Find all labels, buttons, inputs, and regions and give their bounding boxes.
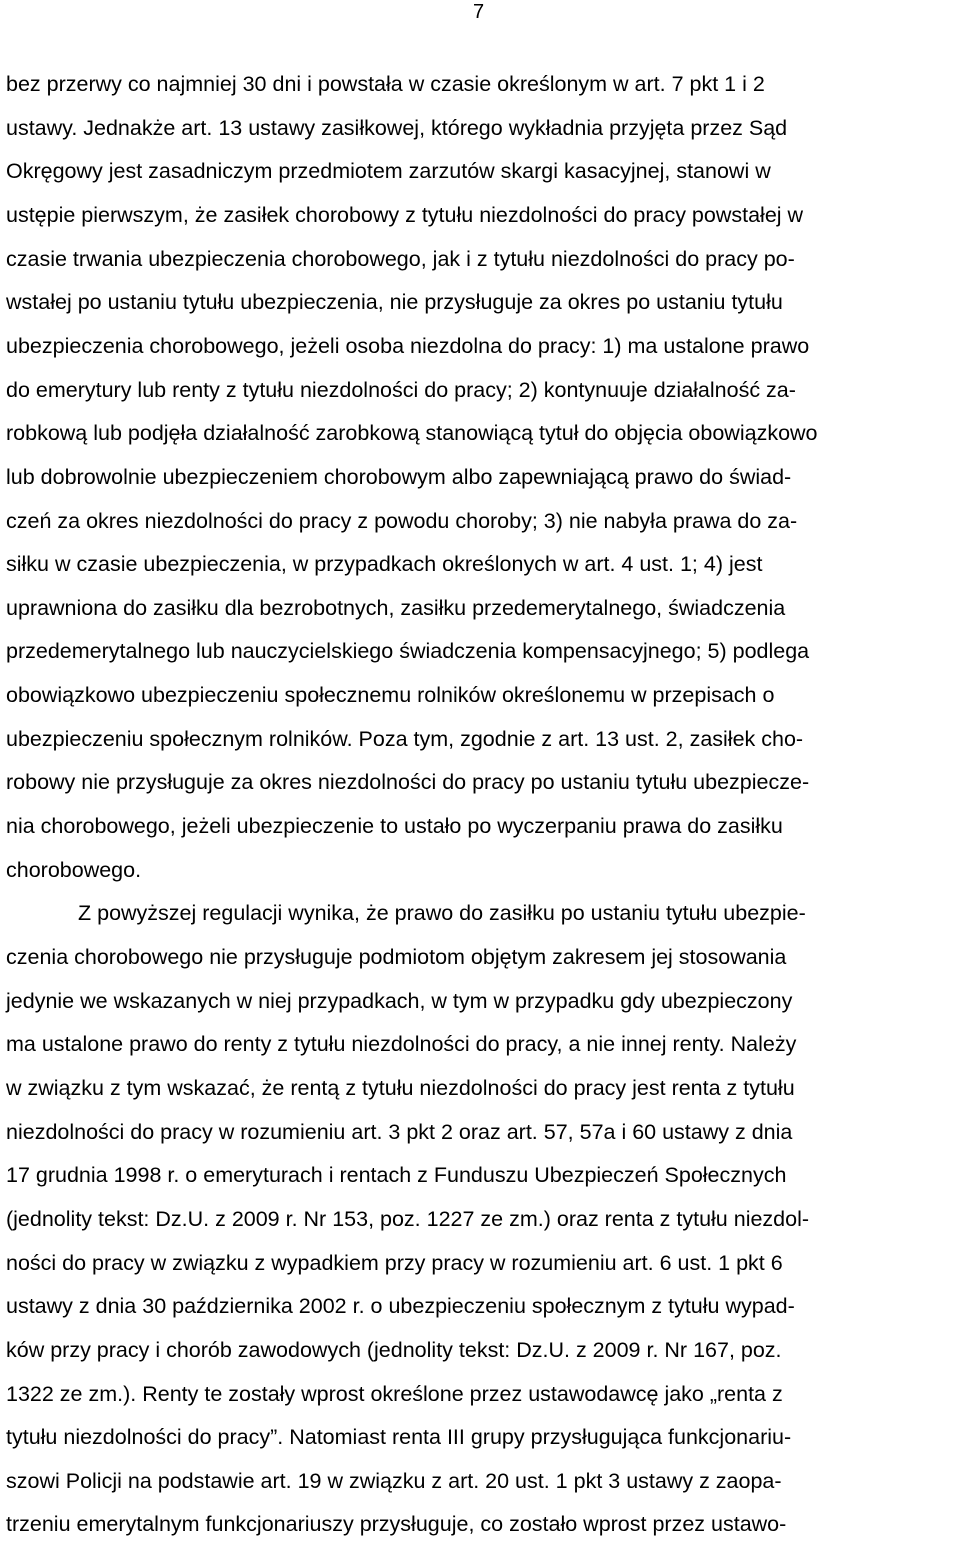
text-line: ubezpieczeniu społecznym rolników. Poza tym, zgodnie z art. 13 ust. 2, zasiłek cho- xyxy=(6,727,804,751)
text-line: Okręgowy jest zasadniczym przedmiotem zarzutów skargi kasacyjnej, stanowi w xyxy=(6,159,771,183)
text-line: trzeniu emerytalnym funkcjonariuszy przysługuje, co zostało wprost przez ustawo- xyxy=(6,1512,787,1536)
text-line: czasie trwania ubezpieczenia chorobowego, jak i z tytułu niezdolności do pracy po- xyxy=(6,247,795,271)
text-line: ubezpieczenia chorobowego, jeżeli osoba niezdolna do pracy: 1) ma ustalone prawo xyxy=(6,334,810,358)
text-line: do emerytury lub renty z tytułu niezdolności do pracy; 2) kontynuuje działalność za- xyxy=(6,378,796,402)
page-number: 7 xyxy=(473,1,485,23)
text-line: czenia chorobowego nie przysługuje podmiotom objętym zakresem jej stosowania xyxy=(6,945,787,969)
text-line: wstałej po ustaniu tytułu ubezpieczenia, nie przysługuje za okres po ustaniu tytułu xyxy=(6,290,783,314)
text-line: robowy nie przysługuje za okres niezdolności do pracy po ustaniu tytułu ubezpiecze- xyxy=(6,770,810,794)
text-line: Z powyższej regulacji wynika, że prawo do zasiłku po ustaniu tytułu ubezpie- xyxy=(78,901,806,925)
text-line: lub dobrowolnie ubezpieczeniem chorobowym albo zapewniającą prawo do świad- xyxy=(6,465,792,489)
text-line: (jednolity tekst: Dz.U. z 2009 r. Nr 153, poz. 1227 ze zm.) oraz renta z tytułu niezdol- xyxy=(6,1207,810,1231)
text-line: ustawy z dnia 30 października 2002 r. o ubezpieczeniu społecznym z tytułu wypad- xyxy=(6,1294,795,1318)
text-line: jedynie we wskazanych w niej przypadkach, w tym w przypadku gdy ubezpieczony xyxy=(6,989,793,1013)
text-line: chorobowego. xyxy=(6,858,142,882)
text-line: niezdolności do pracy w rozumieniu art. 3 pkt 2 oraz art. 57, 57a i 60 ustawy z dnia xyxy=(6,1120,793,1144)
text-line: obowiązkowo ubezpieczeniu społecznemu rolników określonemu w przepisach o xyxy=(6,683,775,707)
text-line: czeń za okres niezdolności do pracy z powodu choroby; 3) nie nabyła prawa do za- xyxy=(6,509,798,533)
text-line: bez przerwy co najmniej 30 dni i powstała w czasie określonym w art. 7 pkt 1 i 2 xyxy=(6,72,765,96)
text-line: szowi Policji na podstawie art. 19 w związku z art. 20 ust. 1 pkt 3 ustawy z zaopa- xyxy=(6,1469,782,1493)
text-line: w związku z tym wskazać, że rentą z tytułu niezdolności do pracy jest renta z tytułu xyxy=(6,1076,795,1100)
text-line: przedemerytalnego lub nauczycielskiego świadczenia kompensacyjnego; 5) podlega xyxy=(6,639,810,663)
text-line: ma ustalone prawo do renty z tytułu niezdolności do pracy, a nie innej renty. Należy xyxy=(6,1032,797,1056)
text-line: ustępie pierwszym, że zasiłek chorobowy z tytułu niezdolności do pracy powstałej w xyxy=(6,203,804,227)
text-line: ustawy. Jednakże art. 13 ustawy zasiłkowej, którego wykładnia przyjęta przez Sąd xyxy=(6,116,788,140)
text-line: uprawniona do zasiłku dla bezrobotnych, zasiłku przedemerytalnego, świadczenia xyxy=(6,596,786,620)
text-line: nia chorobowego, jeżeli ubezpieczenie to ustało po wyczerpaniu prawa do zasiłku xyxy=(6,814,783,838)
text-line: ności do pracy w związku z wypadkiem przy pracy w rozumieniu art. 6 ust. 1 pkt 6 xyxy=(6,1251,783,1275)
text-line: robkową lub podjęła działalność zarobkową stanowiącą tytuł do objęcia obowiązkowo xyxy=(6,421,818,445)
text-line: tytułu niezdolności do pracy”. Natomiast renta III grupy przysługująca funkcjonariu- xyxy=(6,1425,792,1449)
text-line: ków przy pracy i chorób zawodowych (jednolity tekst: Dz.U. z 2009 r. Nr 167, poz. xyxy=(6,1338,782,1362)
text-line: siłku w czasie ubezpieczenia, w przypadkach określonych w art. 4 ust. 1; 4) jest xyxy=(6,552,763,576)
text-line: 1322 ze zm.). Renty te zostały wprost określone przez ustawodawcę jako „renta z xyxy=(6,1382,783,1406)
text-line: 17 grudnia 1998 r. o emeryturach i rentach z Funduszu Ubezpieczeń Społecznych xyxy=(6,1163,787,1187)
